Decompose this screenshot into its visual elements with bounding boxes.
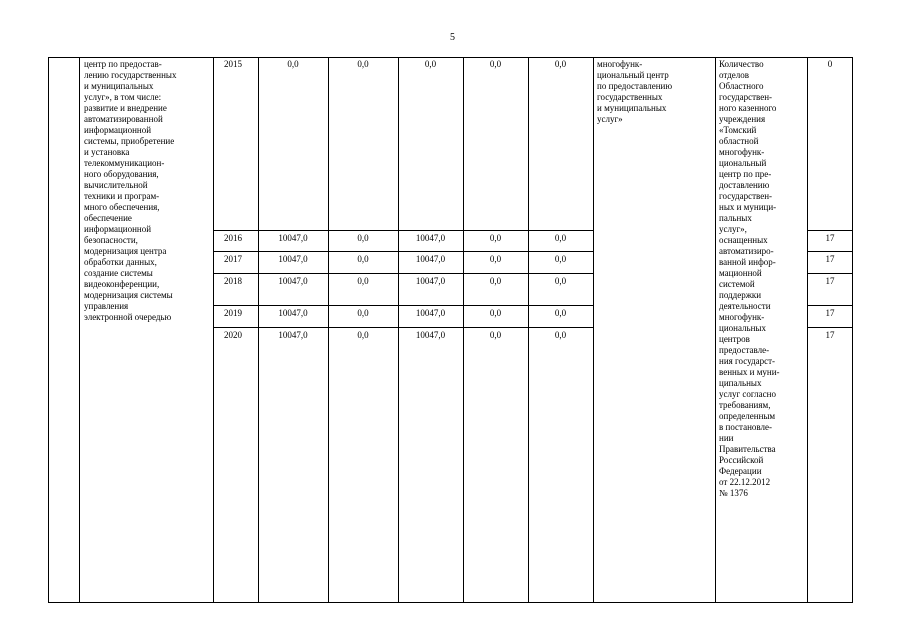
- row-line: [213, 305, 593, 306]
- col-line: [593, 57, 594, 603]
- indicator-value-cell: 17: [825, 233, 835, 243]
- indicator-value-cell: 0: [827, 59, 833, 69]
- local-cell: 0,0: [489, 233, 502, 243]
- year-cell: 2020: [224, 330, 242, 340]
- regional-cell: 10047,0: [415, 233, 446, 243]
- other-cell: 0,0: [554, 276, 567, 286]
- row-line: [807, 273, 852, 274]
- local-cell: 0,0: [489, 254, 502, 264]
- indicator-value-cell: 17: [825, 276, 835, 286]
- other-cell: 0,0: [554, 308, 567, 318]
- regional-cell: 10047,0: [415, 254, 446, 264]
- year-cell: 2018: [224, 276, 242, 286]
- indicator-value-cell: 17: [825, 330, 835, 340]
- row-line: [807, 305, 852, 306]
- local-cell: 0,0: [489, 330, 502, 340]
- year-cell: 2015: [224, 59, 242, 69]
- table-bottom-border: [48, 602, 853, 603]
- table-top-border: [48, 57, 853, 58]
- col-line: [852, 57, 853, 603]
- total-cell: 10047,0: [278, 330, 308, 340]
- page-number: 5: [450, 32, 455, 43]
- col-line: [79, 57, 80, 603]
- row-line: [213, 230, 593, 231]
- total-cell: 10047,0: [278, 276, 308, 286]
- federal-cell: 0,0: [357, 308, 369, 318]
- measure-description: центр по предостав- лению государственных и муниципальных услуг», в том числе: развитие и внедрение автоматизированной информационной системы, приобретение и установка телекоммуникацион- ного оборудования, вычислительной техники и програм- много обеспечения, обеспечение информационной безопасности, модернизация центра обработки данных, создание системы видеоконференции, модернизация системы управления электронной очередью: [84, 59, 177, 322]
- indicator-description: Количество отделов Областного государствен- ного казенного учреждения «Томский областной многофунк- циональный центр по пре- доставлению государствен- ных и муници- пальных услуг», оснащенных автоматизиро- ванной инфор- мационной системой поддержки деятельности многофунк- циональных центров предоставле- ния государст- венных и муни- ципальных услуг согласно требованиям, определенным в постановле- нии Правительства Российской Федерации от 22.12.2012 № 1376: [719, 59, 780, 498]
- year-cell: 2019: [224, 308, 242, 318]
- local-cell: 0,0: [489, 59, 502, 69]
- row-line: [807, 327, 852, 328]
- federal-cell: 0,0: [357, 330, 369, 340]
- federal-cell: 0,0: [357, 233, 369, 243]
- col-line: [213, 57, 214, 603]
- indicator-value-cell: 17: [825, 308, 835, 318]
- regional-cell: 10047,0: [415, 308, 446, 318]
- local-cell: 0,0: [489, 276, 502, 286]
- federal-cell: 0,0: [357, 59, 369, 69]
- local-cell: 0,0: [489, 308, 502, 318]
- row-line: [213, 327, 593, 328]
- regional-cell: 0,0: [424, 59, 437, 69]
- regional-cell: 10047,0: [415, 330, 446, 340]
- total-cell: 10047,0: [278, 308, 308, 318]
- regional-cell: 10047,0: [415, 276, 446, 286]
- row-line: [213, 273, 593, 274]
- total-cell: 10047,0: [278, 254, 308, 264]
- other-cell: 0,0: [554, 59, 567, 69]
- federal-cell: 0,0: [357, 254, 369, 264]
- year-cell: 2017: [224, 254, 242, 264]
- program-table: [48, 57, 853, 603]
- year-cell: 2016: [224, 233, 242, 243]
- executor-cell: многофунк- циональный центр по предоставлению государственных и муниципальных услуг»: [597, 59, 673, 124]
- total-cell: 0,0: [287, 59, 299, 69]
- row-line: [213, 251, 593, 252]
- indicator-value-cell: 17: [825, 254, 835, 264]
- col-line: [48, 57, 49, 603]
- federal-cell: 0,0: [357, 276, 369, 286]
- row-line: [807, 251, 852, 252]
- other-cell: 0,0: [554, 330, 567, 340]
- col-line: [715, 57, 716, 603]
- other-cell: 0,0: [554, 233, 567, 243]
- other-cell: 0,0: [554, 254, 567, 264]
- total-cell: 10047,0: [278, 233, 308, 243]
- row-line: [807, 230, 852, 231]
